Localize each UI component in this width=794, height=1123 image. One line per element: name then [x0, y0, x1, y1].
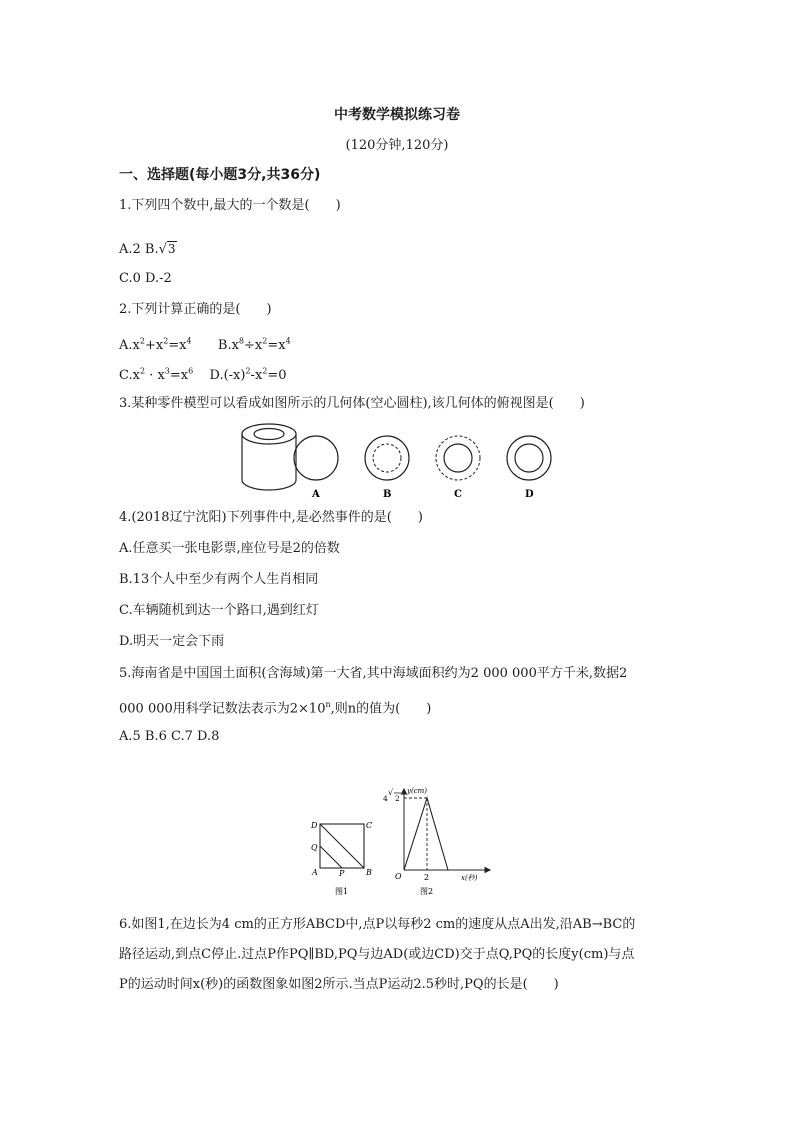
fig2-caption: 图2	[420, 887, 434, 896]
exp: n	[325, 700, 331, 709]
q2-d-part: -x	[250, 368, 263, 384]
exp: 2	[262, 337, 268, 346]
fig1-caption: 图1	[335, 887, 349, 896]
q2-c-part: · x	[145, 368, 165, 384]
q5-stem-part: ,则n的值为( )	[330, 701, 432, 717]
q1-options-ab-text: A.2 B.	[119, 242, 159, 257]
fig1-label-d: D	[311, 821, 318, 830]
option-d-view	[507, 436, 551, 480]
fig1-square	[320, 824, 364, 868]
option-a-view	[294, 436, 338, 480]
option-label-a: A	[312, 489, 320, 500]
section-heading: 一、选择题(每小题3分,共36分)	[119, 167, 321, 183]
fig1-label-b: B	[366, 868, 372, 877]
option-label-d: D	[525, 489, 534, 500]
hollow-cylinder	[242, 424, 296, 490]
q4-option-c: C.车辆随机到达一个路口,遇到红灯	[119, 603, 319, 618]
q1-options-cd: C.0 D.-2	[119, 271, 172, 286]
exp: 8	[238, 337, 245, 346]
q4-option-a: A.任意买一张电影票,座位号是2的倍数	[119, 541, 340, 556]
q1-sqrt-value: 3	[167, 242, 176, 256]
fig2-y-label: y(cm)	[407, 787, 427, 795]
q6-stem-line1: 6.如图1,在边长为4 cm的正方形ABCD中,点P以每秒2 cm的速度从点A出发,沿AB→BC的	[119, 917, 636, 932]
fig2-graph	[404, 798, 448, 870]
q2-option-c	[119, 368, 193, 383]
q2-options-ab	[119, 333, 291, 355]
fig1-label-q: Q	[311, 843, 318, 852]
q5-stem-line2	[119, 696, 431, 718]
q2-options-cd	[119, 363, 287, 385]
q2-c-part: C.x	[119, 368, 140, 384]
q4-stem: 4.(2018辽宁沈阳)下列事件中,是必然事件的是( )	[119, 510, 423, 525]
q5-stem-part: 000 000用科学记数法表示为2×10	[119, 701, 326, 717]
q2-a-part: =x	[168, 338, 187, 354]
q2-c-part: =x	[169, 368, 189, 384]
q4-option-b: B.13个人中至少有两个人生肖相同	[119, 572, 319, 587]
q6-stem-line3: P的运动时间x(秒)的函数图象如图2所示.当点P运动2.5秒时,PQ的长是( )	[119, 977, 559, 992]
q3-figure	[230, 418, 570, 500]
fig1-label-a: A	[312, 868, 318, 877]
fig1-label-p: P	[339, 869, 345, 878]
exp: 2	[139, 367, 146, 376]
exp: 4	[186, 337, 192, 346]
fig2-x-label: x(秒)	[461, 874, 478, 882]
q2-option-a	[119, 338, 192, 353]
q5-stem-line1: 5.海南省是中国国土面积(含海域)第一大省,其中海域面积约为2 000 000平方千米,数据2	[119, 666, 628, 681]
q2-d-part: =0	[267, 368, 287, 384]
exp: 4	[285, 337, 291, 346]
q2-d-part: D.(-x)	[209, 368, 246, 384]
exp: 2	[163, 337, 169, 346]
q2-a-part: +x	[144, 338, 164, 354]
option-b-view	[365, 436, 409, 480]
q2-a-part: A.x	[119, 338, 140, 354]
q1-options-ab	[119, 240, 177, 259]
exam-subtitle: (120分钟,120分)	[345, 138, 449, 153]
sqrt-symbol: √	[388, 788, 394, 797]
fig1-label-c: C	[366, 821, 373, 830]
exp: 2	[139, 337, 145, 346]
fig2-y-tick-coef: 4	[383, 794, 388, 803]
q2-stem: 2.下列计算正确的是( )	[119, 302, 272, 317]
option-label-b: B	[383, 489, 392, 500]
q6-figures	[305, 782, 495, 900]
q5-options: A.5 B.6 C.7 D.8	[119, 729, 220, 744]
q2-b-part: B.x	[217, 338, 239, 354]
fig2-axes	[402, 789, 491, 873]
q1-stem: 1.下列四个数中,最大的一个数是( )	[119, 198, 341, 213]
exp: 3	[164, 367, 170, 376]
exp: 2	[262, 367, 268, 376]
q6-stem-line2: 路径运动,到点C停止.过点P作PQ∥BD,PQ与边AD(或边CD)交于点Q,PQ的长度y(cm)与点	[119, 947, 635, 962]
exam-title: 中考数学模拟练习卷	[334, 107, 460, 123]
q2-option-d	[209, 368, 286, 383]
exp: 2	[245, 367, 251, 376]
fig2-y-tick-rad: 2	[395, 794, 400, 803]
q4-option-d: D.明天一定会下雨	[119, 634, 225, 649]
fig2-x-tick: 2	[424, 873, 430, 882]
q2-option-b	[218, 338, 291, 353]
q2-b-part: ÷x	[244, 338, 263, 354]
option-c-view	[436, 436, 480, 480]
option-label-c: C	[454, 489, 462, 500]
fig2-origin: O	[395, 872, 402, 881]
q2-b-part: =x	[267, 338, 286, 354]
q3-stem: 3.某种零件模型可以看成如图所示的几何体(空心圆柱),该几何体的俯视图是( )	[119, 396, 585, 411]
exp: 6	[188, 367, 194, 376]
sqrt-symbol: √3	[158, 242, 176, 257]
